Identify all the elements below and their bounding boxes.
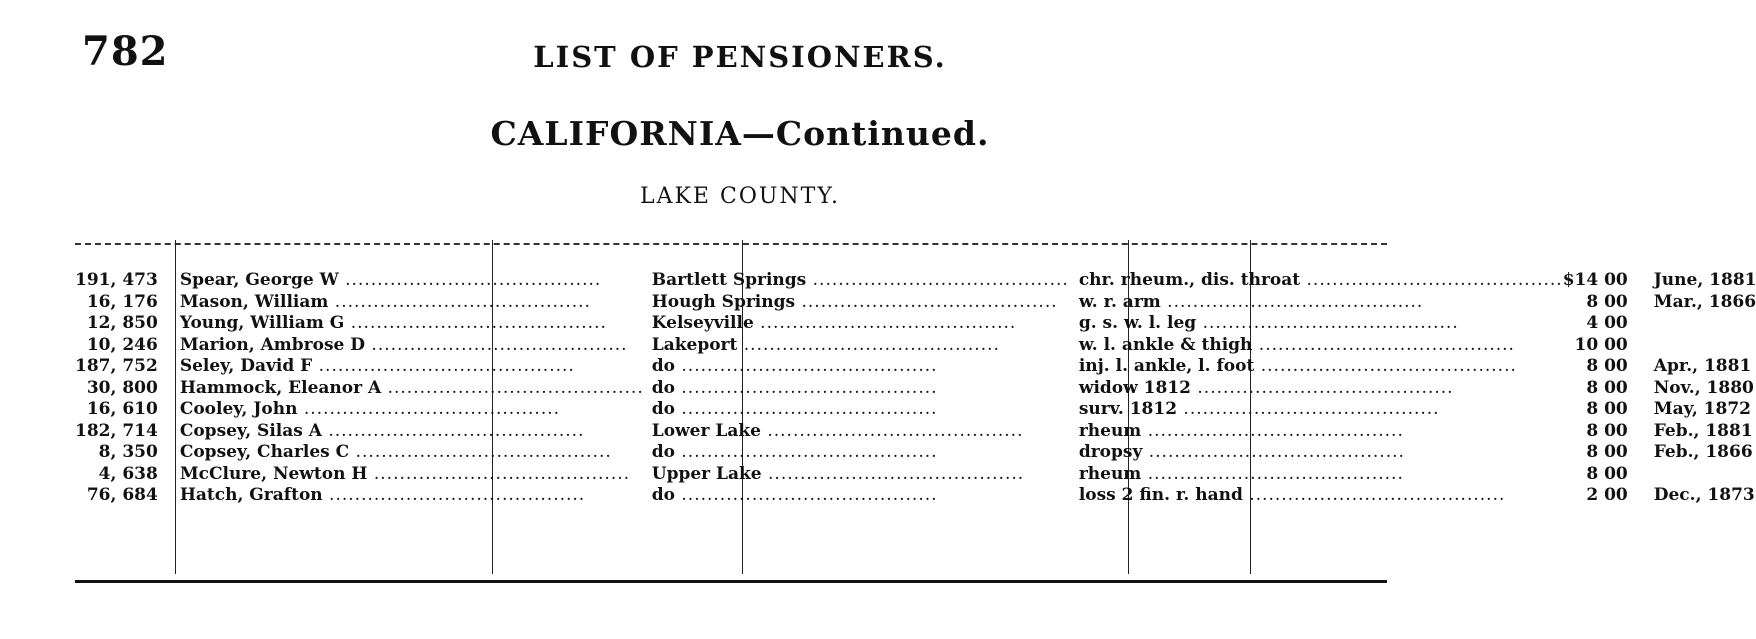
date-of-pension-cell bbox=[1640, 442, 1756, 464]
cause-of-pension: rheum bbox=[1078, 463, 1142, 484]
cause-of-pension-cell bbox=[1069, 378, 1563, 400]
cause-of-pension-cell bbox=[1069, 421, 1563, 443]
post-office-cell bbox=[644, 399, 1069, 421]
leader-dots: ........................................ bbox=[312, 356, 575, 377]
cause-of-pension-cell bbox=[1069, 399, 1563, 421]
table-row bbox=[75, 399, 1756, 421]
pensioner-name: Copsey, Silas A bbox=[179, 420, 322, 441]
certificate-number-cell bbox=[75, 399, 166, 421]
monthly-rate-cell bbox=[1563, 464, 1640, 486]
monthly-rate-cell bbox=[1563, 313, 1640, 335]
table-row bbox=[75, 270, 1756, 292]
pensioner-name-cell bbox=[166, 399, 644, 421]
monthly-rate-cell bbox=[1563, 399, 1640, 421]
pensioner-name: McClure, Newton H bbox=[179, 463, 368, 484]
pensioner-name-cell bbox=[166, 356, 644, 378]
table-row bbox=[75, 313, 1756, 335]
leader-dots: ........................................ bbox=[806, 270, 1069, 291]
table-bottom-rule bbox=[75, 580, 1387, 583]
date-of-pension-cell bbox=[1640, 356, 1756, 378]
post-office-cell bbox=[644, 356, 1069, 378]
cause-of-pension-cell bbox=[1069, 292, 1563, 314]
monthly-rate: 8 00 bbox=[1586, 399, 1628, 420]
date-of-pension: Feb., 1866 bbox=[1653, 442, 1753, 463]
certificate-number-cell bbox=[75, 442, 166, 464]
pensioners-table-body bbox=[75, 270, 1756, 507]
table-row bbox=[75, 485, 1756, 507]
date-of-pension: May, 1872 bbox=[1653, 399, 1751, 420]
post-office: Hough Springs bbox=[651, 291, 796, 312]
cause-of-pension: surv. 1812 bbox=[1078, 399, 1178, 420]
monthly-rate: 8 00 bbox=[1586, 442, 1628, 463]
post-office-cell bbox=[644, 485, 1069, 507]
pensioner-name: Hatch, Grafton bbox=[179, 485, 323, 506]
cause-of-pension-cell bbox=[1069, 442, 1563, 464]
pensioner-name-cell bbox=[166, 378, 644, 400]
leader-dots: ........................................ bbox=[349, 442, 612, 463]
pensioner-name-cell bbox=[166, 442, 644, 464]
cause-of-pension-cell bbox=[1069, 485, 1563, 507]
pensioner-name-cell bbox=[166, 270, 644, 292]
certificate-number: 76, 684 bbox=[86, 485, 158, 506]
certificate-number: 16, 176 bbox=[86, 291, 158, 312]
certificate-number-cell bbox=[75, 313, 166, 335]
monthly-rate-cell bbox=[1563, 335, 1640, 357]
leader-dots: ........................................ bbox=[344, 313, 607, 334]
leader-dots: ........................................ bbox=[381, 377, 644, 398]
cause-of-pension: dropsy bbox=[1078, 442, 1143, 463]
certificate-number-cell bbox=[75, 270, 166, 292]
monthly-rate: 4 00 bbox=[1586, 313, 1628, 334]
date-of-pension: Apr., 1881 bbox=[1653, 356, 1752, 377]
date-of-pension-cell bbox=[1640, 464, 1756, 486]
cause-of-pension: w. r. arm bbox=[1078, 291, 1161, 312]
leader-dots: ........................................ bbox=[1254, 356, 1517, 377]
table-row bbox=[75, 335, 1756, 357]
leader-dots: ........................................ bbox=[674, 377, 938, 398]
pensioner-name-cell bbox=[166, 335, 644, 357]
cause-of-pension: widow 1812 bbox=[1078, 377, 1191, 398]
date-of-pension-cell bbox=[1640, 292, 1756, 314]
certificate-number: 187, 752 bbox=[75, 356, 158, 377]
pensioner-name: Young, William G bbox=[179, 313, 345, 334]
monthly-rate: 10 00 bbox=[1574, 334, 1628, 355]
pensioners-table bbox=[75, 270, 1756, 507]
leader-dots: ........................................ bbox=[674, 356, 938, 377]
leader-dots: ........................................ bbox=[328, 291, 591, 312]
leader-dots: ........................................ bbox=[297, 399, 561, 420]
leader-dots: ........................................ bbox=[1142, 442, 1405, 463]
table-row bbox=[75, 356, 1756, 378]
date-of-pension-cell bbox=[1640, 399, 1756, 421]
monthly-rate-cell bbox=[1563, 378, 1640, 400]
leader-dots: ........................................ bbox=[1242, 485, 1506, 506]
leader-dots: ........................................ bbox=[737, 334, 1000, 355]
cause-of-pension-cell bbox=[1069, 356, 1563, 378]
monthly-rate: 2 00 bbox=[1586, 485, 1628, 506]
post-office: Upper Lake bbox=[651, 463, 762, 484]
cause-of-pension-cell bbox=[1069, 313, 1563, 335]
post-office: do bbox=[651, 399, 675, 420]
table-row bbox=[75, 464, 1756, 486]
leader-dots: ........................................ bbox=[760, 420, 1024, 441]
certificate-number: 10, 246 bbox=[86, 334, 158, 355]
date-of-pension: Nov., 1880 bbox=[1653, 377, 1754, 398]
monthly-rate: $14 00 bbox=[1562, 270, 1628, 291]
pensioner-name: Cooley, John bbox=[179, 399, 298, 420]
table-top-rule bbox=[75, 243, 1387, 245]
date-of-pension-cell bbox=[1640, 335, 1756, 357]
leader-dots: ........................................ bbox=[338, 270, 602, 291]
monthly-rate: 8 00 bbox=[1586, 356, 1628, 377]
running-title: LIST OF PENSIONERS. bbox=[533, 40, 947, 74]
cause-of-pension: chr. rheum., dis. throat bbox=[1078, 270, 1301, 291]
monthly-rate-cell bbox=[1563, 270, 1640, 292]
leader-dots: ........................................ bbox=[1196, 313, 1459, 334]
certificate-number: 4, 638 bbox=[98, 463, 158, 484]
leader-dots: ........................................ bbox=[1300, 270, 1563, 291]
post-office-cell bbox=[644, 270, 1069, 292]
leader-dots: ........................................ bbox=[674, 399, 938, 420]
cause-of-pension-cell bbox=[1069, 270, 1563, 292]
post-office: Bartlett Springs bbox=[651, 270, 807, 291]
post-office: Lakeport bbox=[651, 334, 738, 355]
state-heading: CALIFORNIA—Continued. bbox=[490, 114, 990, 153]
post-office-cell bbox=[644, 292, 1069, 314]
pensioner-name-cell bbox=[166, 313, 644, 335]
monthly-rate-cell bbox=[1563, 356, 1640, 378]
post-office-cell bbox=[644, 313, 1069, 335]
leader-dots: ........................................ bbox=[1141, 420, 1404, 441]
leader-dots: ........................................ bbox=[367, 463, 631, 484]
certificate-number-cell bbox=[75, 464, 166, 486]
pensioner-name-cell bbox=[166, 464, 644, 486]
monthly-rate-cell bbox=[1563, 442, 1640, 464]
cause-of-pension: loss 2 fin. r. hand bbox=[1078, 485, 1243, 506]
table-row bbox=[75, 292, 1756, 314]
monthly-rate-cell bbox=[1563, 292, 1640, 314]
pensioner-name-cell bbox=[166, 421, 644, 443]
certificate-number: 30, 800 bbox=[86, 377, 158, 398]
monthly-rate-cell bbox=[1563, 421, 1640, 443]
post-office-cell bbox=[644, 378, 1069, 400]
monthly-rate: 8 00 bbox=[1586, 377, 1628, 398]
pensioner-name: Spear, George W bbox=[179, 270, 339, 291]
post-office-cell bbox=[644, 442, 1069, 464]
table-row bbox=[75, 442, 1756, 464]
pensioner-name: Copsey, Charles C bbox=[179, 442, 350, 463]
certificate-number-cell bbox=[75, 335, 166, 357]
cause-of-pension-cell bbox=[1069, 335, 1563, 357]
leader-dots: ........................................ bbox=[322, 485, 586, 506]
leader-dots: ........................................ bbox=[761, 463, 1025, 484]
monthly-rate-cell bbox=[1563, 485, 1640, 507]
date-of-pension: Dec., 1873 bbox=[1653, 485, 1755, 506]
pensioner-name: Marion, Ambrose D bbox=[179, 334, 366, 355]
post-office: Kelseyville bbox=[651, 313, 754, 334]
pensioner-name: Seley, David F bbox=[179, 356, 313, 377]
certificate-number-cell bbox=[75, 356, 166, 378]
date-of-pension: Mar., 1866 bbox=[1653, 291, 1756, 312]
post-office: do bbox=[651, 356, 675, 377]
date-of-pension: June, 1881 bbox=[1653, 270, 1756, 291]
pensioner-name-cell bbox=[166, 292, 644, 314]
date-of-pension-cell bbox=[1640, 313, 1756, 335]
cause-of-pension: g. s. w. l. leg bbox=[1078, 313, 1197, 334]
cause-of-pension-cell bbox=[1069, 464, 1563, 486]
cause-of-pension: w. l. ankle & thigh bbox=[1078, 334, 1253, 355]
leader-dots: ........................................ bbox=[1191, 377, 1454, 398]
certificate-number-cell bbox=[75, 378, 166, 400]
certificate-number: 8, 350 bbox=[98, 442, 158, 463]
date-of-pension-cell bbox=[1640, 421, 1756, 443]
pensioner-name: Mason, William bbox=[179, 291, 329, 312]
leader-dots: ........................................ bbox=[674, 442, 938, 463]
cause-of-pension: inj. l. ankle, l. foot bbox=[1078, 356, 1255, 377]
date-of-pension-cell bbox=[1640, 378, 1756, 400]
table-row bbox=[75, 378, 1756, 400]
certificate-number: 191, 473 bbox=[75, 270, 158, 291]
post-office-cell bbox=[644, 335, 1069, 357]
certificate-number: 16, 610 bbox=[86, 399, 158, 420]
pensioner-name-cell bbox=[166, 485, 644, 507]
post-office: Lower Lake bbox=[651, 420, 761, 441]
leader-dots: ........................................ bbox=[753, 313, 1017, 334]
monthly-rate: 8 00 bbox=[1586, 291, 1628, 312]
monthly-rate: 8 00 bbox=[1586, 420, 1628, 441]
post-office: do bbox=[651, 377, 675, 398]
leader-dots: ........................................ bbox=[1141, 463, 1404, 484]
leader-dots: ........................................ bbox=[365, 334, 628, 355]
county-heading: LAKE COUNTY. bbox=[640, 184, 840, 209]
certificate-number-cell bbox=[75, 421, 166, 443]
certificate-number-cell bbox=[75, 292, 166, 314]
leader-dots: ........................................ bbox=[795, 291, 1058, 312]
post-office: do bbox=[651, 485, 675, 506]
post-office: do bbox=[651, 442, 675, 463]
date-of-pension: Feb., 1881 bbox=[1653, 420, 1753, 441]
certificate-number: 182, 714 bbox=[75, 420, 158, 441]
leader-dots: ........................................ bbox=[674, 485, 938, 506]
certificate-number-cell bbox=[75, 485, 166, 507]
leader-dots: ........................................ bbox=[1177, 399, 1440, 420]
post-office-cell bbox=[644, 421, 1069, 443]
page-number: 782 bbox=[82, 28, 169, 75]
date-of-pension-cell bbox=[1640, 485, 1756, 507]
cause-of-pension: rheum bbox=[1078, 420, 1142, 441]
monthly-rate: 8 00 bbox=[1586, 463, 1628, 484]
certificate-number: 12, 850 bbox=[86, 313, 158, 334]
date-of-pension-cell bbox=[1640, 270, 1756, 292]
leader-dots: ........................................ bbox=[1252, 334, 1515, 355]
pensioner-name: Hammock, Eleanor A bbox=[179, 377, 382, 398]
post-office-cell bbox=[644, 464, 1069, 486]
table-row bbox=[75, 421, 1756, 443]
leader-dots: ........................................ bbox=[321, 420, 585, 441]
leader-dots: ........................................ bbox=[1160, 291, 1424, 312]
